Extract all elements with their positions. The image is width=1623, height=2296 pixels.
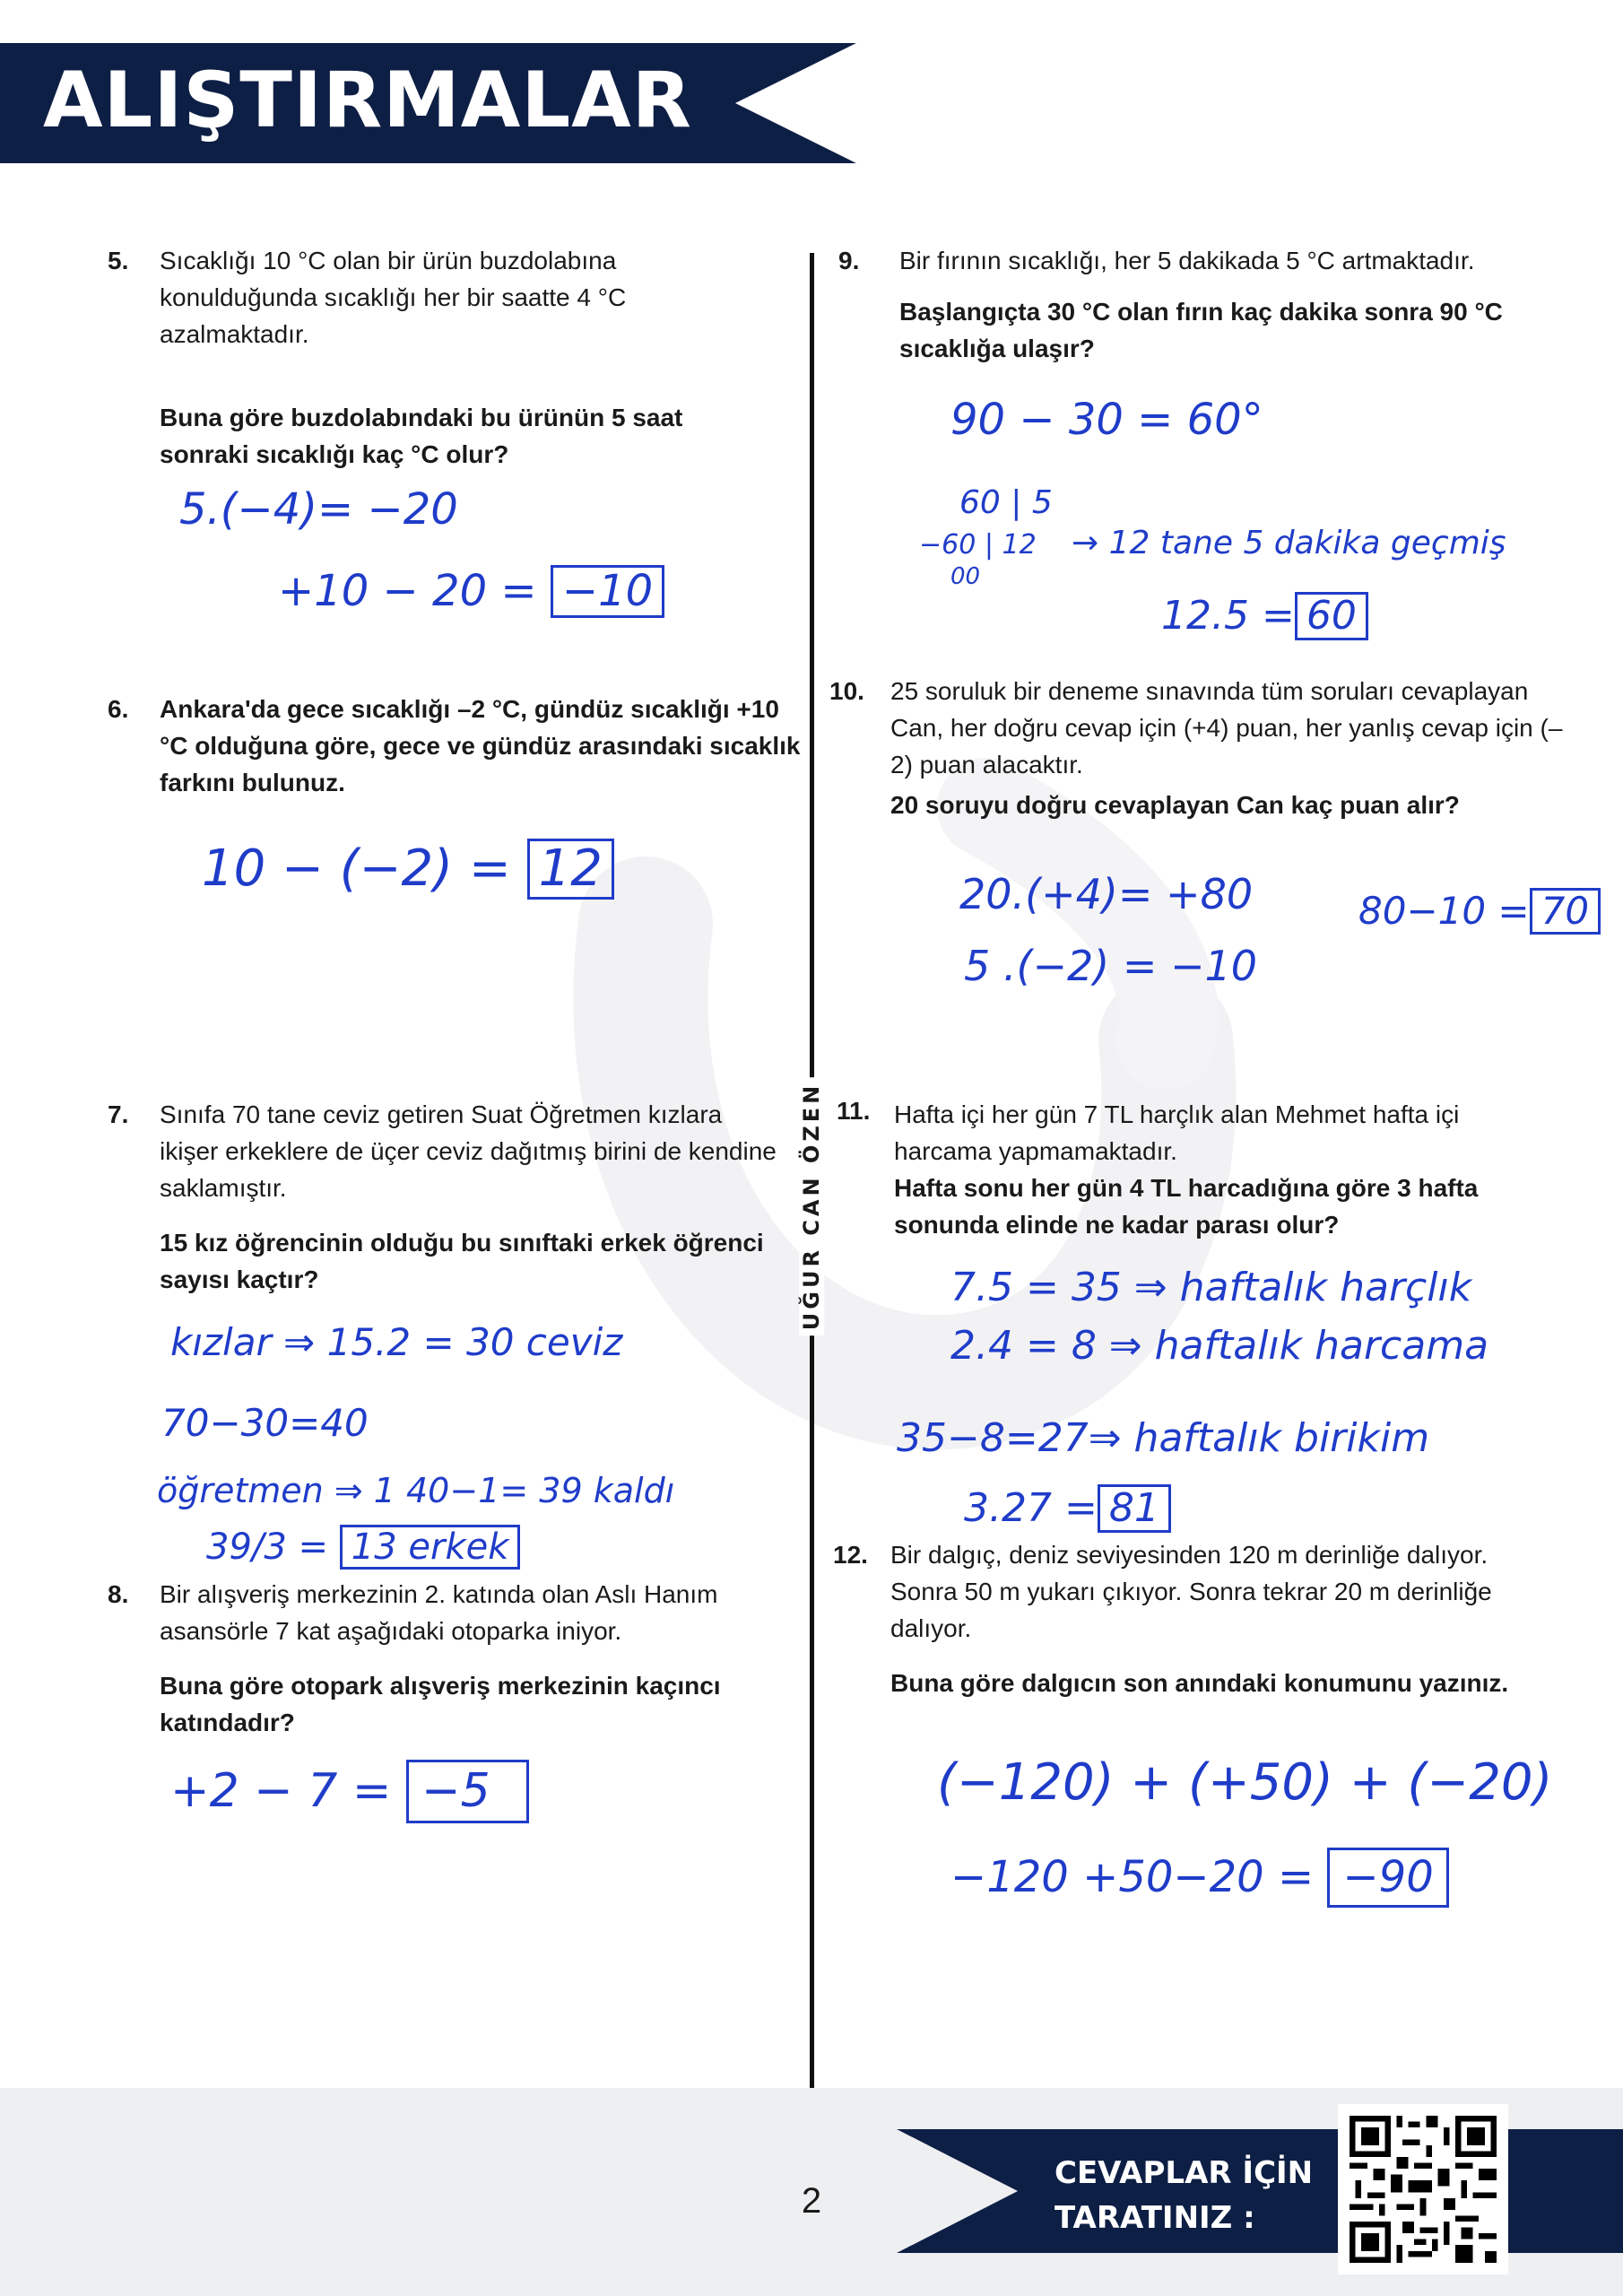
handwriting-line: kızlar ⇒ 15.2 = 30 ceviz (170, 1320, 623, 1364)
answer-box: 60 (1295, 592, 1368, 640)
handwriting-line: 70−30=40 (161, 1401, 369, 1445)
answer-box: −90 (1327, 1848, 1448, 1908)
question-number: 6. (108, 695, 129, 723)
handwriting-line: −120 +50−20 = −90 (950, 1848, 1449, 1908)
question-prompt: Hafta sonu her gün 4 TL harcadığına göre 3 hafta sonunda elinde ne kadar parası olur? (894, 1174, 1479, 1239)
handwriting-line: öğretmen ⇒ 1 40−1= 39 kaldı (157, 1471, 675, 1510)
handwriting-line: → 12 tane 5 dakika geçmiş (1072, 525, 1506, 561)
question-10 (829, 673, 1572, 823)
question-12 (833, 1536, 1554, 1701)
answer-box: 12 (527, 839, 614, 900)
question-text: Bir fırının sıcaklığı, her 5 dakikada 5 °C artmaktadır. (899, 247, 1475, 274)
handwriting-line: +2 − 7 = −5 (170, 1760, 529, 1823)
qr-code-icon[interactable] (1338, 2104, 1508, 2274)
question-prompt: Başlangıçta 30 °C olan fırın kaç dakika sonra 90 °C sıcaklığa ulaşır? (899, 298, 1503, 362)
handwriting-line: (−120) + (+50) + (−20) (937, 1753, 1553, 1812)
page-title: ALIŞTIRMALAR (43, 56, 692, 145)
handwriting-line: 35−8=27⇒ haftalık birikim (897, 1415, 1430, 1461)
handwriting-line: 60 | 5 (959, 484, 1053, 521)
handwriting-line: +10 − 20 = −10 (278, 565, 664, 618)
handwriting-line: 3.27 = 81 (964, 1484, 1171, 1533)
handwriting-line: 90 − 30 = 60° (950, 395, 1263, 445)
answer-box: −10 (551, 565, 664, 618)
question-prompt: Buna göre dalgıcın son anındaki konumunu yazınız. (890, 1669, 1509, 1697)
question-6 (108, 691, 814, 801)
handwriting-line: 80−10 = 70 (1358, 888, 1601, 935)
question-prompt: 15 kız öğrencinin olduğu bu sınıftaki erkek öğrenci sayısı kaçtır? (160, 1229, 764, 1293)
handwriting-line: 12.5 = 60 (1161, 592, 1368, 640)
handwriting-line: 20.(+4)= +80 (959, 870, 1254, 918)
scan-for-answers-label: CEVAPLAR İÇİN TARATINIZ : (1055, 2155, 1314, 2236)
handwriting-line: 5.(−4)= −20 (179, 484, 458, 535)
question-text: Bir dalgıç, deniz seviyesinden 120 m derinliğe dalıyor. Sonra 50 m yukarı çıkıyor. Sonra tekrar 20 m derinliğe dalıyor. (890, 1541, 1492, 1642)
question-text: Bir alışveriş merkezinin 2. katında olan Aslı Hanım asansörle 7 kat aşağıdaki otoparka iniyor. (160, 1580, 718, 1645)
question-prompt: Ankara'da gece sıcaklığı –2 °C, gündüz sıcaklığı +10 °C olduğuna göre, gece ve gündüz arasındaki sıcaklık farkını bulunuz. (160, 695, 801, 796)
answer-box: 70 (1530, 888, 1601, 935)
handwriting-line: 00 (950, 563, 981, 590)
answer-box: −5 (406, 1760, 529, 1823)
question-9 (838, 242, 1545, 367)
handwriting-line: 10 − (−2) = 12 (202, 839, 614, 900)
question-number: 5. (108, 247, 129, 274)
question-number: 7. (108, 1100, 129, 1128)
question-number: 9. (838, 247, 860, 274)
page-number: 2 (801, 2181, 822, 2221)
question-number: 8. (108, 1580, 129, 1608)
handwriting-line: 5 .(−2) = −10 (964, 942, 1258, 990)
question-number: 12. (833, 1541, 868, 1569)
question-prompt: Buna göre otopark alışveriş merkezinin kaçıncı katındadır? (160, 1672, 721, 1736)
question-text: Sınıfa 70 tane ceviz getiren Suat Öğretmen kızlara ikişer erkeklere de üçer ceviz dağıtmış birini de kendine saklamıştır. (160, 1100, 777, 1202)
question-8 (108, 1576, 787, 1741)
question-number: 11. (837, 1097, 871, 1125)
question-text: Sıcaklığı 10 °C olan bir ürün buzdolabına konulduğunda sıcaklığı her bir saatte 4 °C azalmaktadır. (160, 247, 627, 348)
question-5 (108, 242, 733, 473)
question-prompt: 20 soruyu doğru cevaplayan Can kaç puan alır? (890, 791, 1460, 819)
answer-box: 13 erkek (340, 1525, 521, 1570)
question-text: Hafta içi her gün 7 TL harçlık alan Mehmet hafta içi harcama yapmamaktadır. (894, 1100, 1460, 1165)
handwriting-line: 2.4 = 8 ⇒ haftalık harcama (950, 1323, 1489, 1369)
question-text: 25 soruluk bir deneme sınavında tüm soruları cevaplayan Can, her doğru cevap için (+4) puan, her yanlış cevap için (–2) puan alacaktır. (890, 677, 1563, 778)
author-label: UĞUR CAN ÖZEN (789, 1090, 834, 1323)
question-11 (837, 1096, 1558, 1243)
question-prompt: Buna göre buzdolabındaki bu ürünün 5 saat sonraki sıcaklığı kaç °C olur? (160, 404, 683, 468)
handwriting-line: 7.5 = 35 ⇒ haftalık harçlık (950, 1265, 1472, 1310)
handwriting-line: 39/3 = 13 erkek (206, 1525, 520, 1570)
question-number: 10. (829, 677, 864, 705)
handwriting-line: −60 | 12 (919, 529, 1037, 561)
answer-box: 81 (1098, 1484, 1171, 1533)
question-7 (108, 1096, 787, 1298)
